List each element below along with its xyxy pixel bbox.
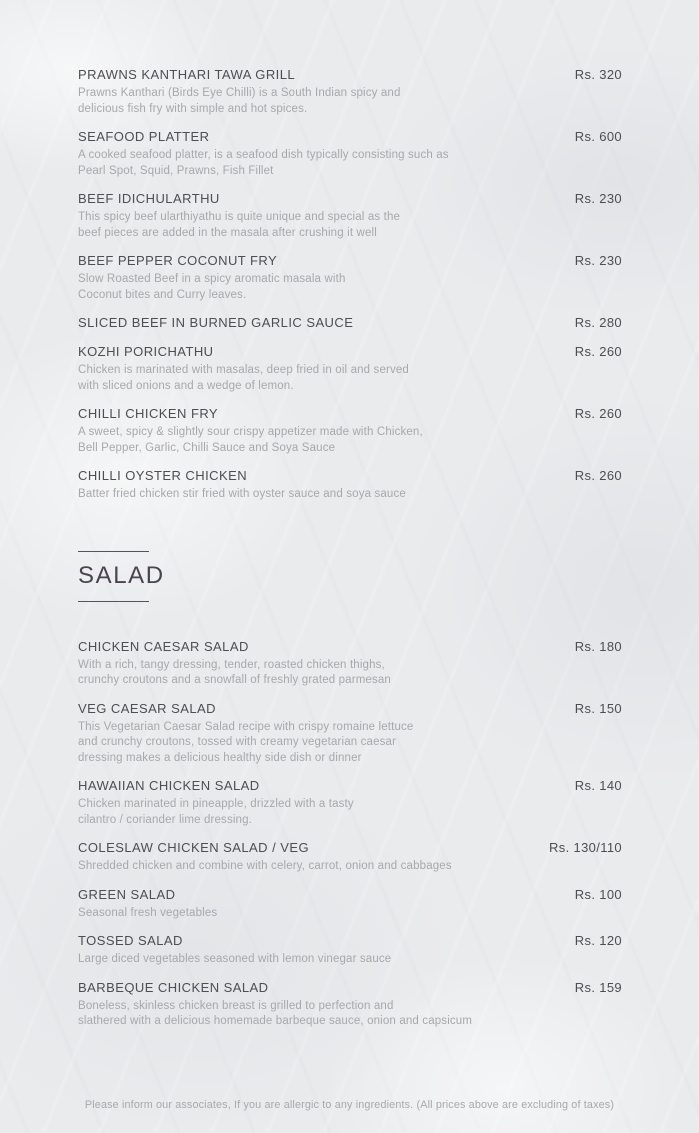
menu-item — [78, 886, 622, 922]
menu-item — [78, 700, 622, 767]
item-name: TOSSED SALAD — [78, 933, 183, 948]
heading-rule-top — [78, 551, 149, 552]
section-heading — [78, 551, 622, 602]
item-head — [78, 700, 622, 718]
item-description-line: Slow Roasted Beef in a spicy aromatic masala with — [78, 273, 346, 285]
item-head — [78, 467, 622, 485]
item-price: Rs. 120 — [574, 933, 622, 948]
menu-item — [78, 638, 622, 689]
menu-item — [78, 467, 622, 503]
item-description-line: beef pieces are added in the masala after crushing it well — [78, 226, 377, 239]
item-description — [78, 425, 622, 456]
item-name: BARBEQUE CHICKEN SALAD — [78, 979, 269, 995]
item-price: Rs. 230 — [574, 191, 622, 206]
item-description-line: A cooked seafood platter, is a seafood dish typically consisting such as — [78, 149, 449, 161]
item-price: Rs. 230 — [574, 253, 622, 268]
menu-item — [78, 979, 622, 1030]
item-name: CHILLI CHICKEN FRY — [78, 406, 219, 421]
item-head — [78, 839, 622, 857]
item-description-line: delicious fish fry with simple and hot spices. — [78, 102, 308, 115]
item-description — [78, 487, 622, 503]
item-description-line: crunchy croutons and a snowfall of freshly grated parmesan — [78, 674, 391, 686]
item-description-line: Coconut bites and Curry leaves. — [78, 288, 247, 301]
item-price: Rs. 140 — [574, 778, 622, 793]
item-price: Rs. 320 — [574, 67, 622, 82]
item-description-line: Chicken is marinated with masalas, deep fried in oil and served — [78, 364, 409, 376]
item-description — [78, 797, 622, 828]
item-name: GREEN SALAD — [78, 886, 176, 902]
item-description-line: Bell Pepper, Garlic, Chilli Sauce and Soya Sauce — [78, 441, 336, 454]
item-head — [78, 190, 622, 208]
menu-item — [78, 66, 622, 117]
section-title: SALAD — [78, 561, 165, 589]
menu-item — [78, 190, 622, 241]
item-name: SEAFOOD PLATTER — [78, 129, 210, 144]
item-description-line: A sweet, spicy & slightly sour crispy appetizer made with Chicken, — [78, 426, 423, 438]
item-description-line: This Vegetarian Caesar Salad recipe with crispy romaine lettuce — [78, 720, 414, 733]
menu-section — [78, 66, 622, 503]
menu-content — [78, 66, 622, 1041]
menu-section — [78, 551, 622, 1030]
menu-item — [78, 932, 622, 968]
item-description-line: Seasonal fresh vegetables — [78, 906, 218, 919]
menu-item — [78, 839, 622, 875]
item-description — [78, 363, 622, 394]
item-description-line: With a rich, tangy dressing, tender, roasted chicken thighs, — [78, 658, 385, 671]
item-name: CHICKEN CAESAR SALAD — [78, 638, 249, 654]
item-name: BEEF PEPPER COCONUT FRY — [78, 253, 278, 268]
item-description — [78, 720, 622, 767]
heading-rule-bottom — [78, 601, 149, 602]
item-head — [78, 314, 622, 332]
item-description-line: Chicken marinated in pineapple, drizzled with a tasty — [78, 798, 354, 810]
item-description-line: slathered with a delicious homemade barbeque sauce, onion and capsicum — [78, 1015, 473, 1027]
item-price: Rs. 100 — [574, 886, 622, 902]
item-head — [78, 343, 622, 361]
item-name: BEEF IDICHULARTHU — [78, 191, 220, 206]
item-description — [78, 952, 622, 968]
item-description — [78, 272, 622, 303]
item-description-line: cilantro / coriander lime dressing. — [78, 813, 252, 826]
item-description — [78, 859, 622, 875]
item-price: Rs. 150 — [574, 700, 622, 716]
item-head — [78, 128, 622, 146]
item-name: VEG CAESAR SALAD — [78, 700, 216, 716]
item-price: Rs. 280 — [574, 315, 622, 330]
item-head — [78, 979, 622, 997]
item-description — [78, 658, 622, 689]
menu-item — [78, 252, 622, 303]
item-description-line: Pearl Spot, Squid, Prawns, Fish Fillet — [78, 164, 274, 177]
item-description-line: Large diced vegetables seasoned with lemon vinegar sauce — [78, 953, 392, 965]
item-head — [78, 66, 622, 84]
item-description-line: Batter fried chicken stir fried with oyster sauce and soya sauce — [78, 488, 406, 500]
item-head — [78, 405, 622, 423]
item-description — [78, 906, 622, 922]
item-description — [78, 999, 622, 1030]
item-price: Rs. 130/110 — [549, 840, 622, 855]
item-description-line: Prawns Kanthari (Birds Eye Chilli) is a South Indian spicy and — [78, 87, 401, 99]
item-price: Rs. 600 — [574, 129, 622, 144]
menu-item — [78, 777, 622, 828]
item-name: HAWAIIAN CHICKEN SALAD — [78, 778, 260, 793]
item-name: COLESLAW CHICKEN SALAD / VEG — [78, 840, 310, 855]
item-head — [78, 886, 622, 904]
menu-item — [78, 343, 622, 394]
item-price: Rs. 260 — [574, 468, 622, 483]
item-head — [78, 638, 622, 656]
item-name: KOZHI PORICHATHU — [78, 344, 214, 359]
item-description-line: Shredded chicken and combine with celery, carrot, onion and cabbages — [78, 860, 452, 872]
item-description-line: Boneless, skinless chicken breast is grilled to perfection and — [78, 999, 394, 1012]
item-description-line: and crunchy croutons, tossed with creamy vegetarian caesar — [78, 736, 397, 748]
item-description — [78, 86, 622, 117]
item-description-line: dressing makes a delicious healthy side dish or dinner — [78, 751, 362, 764]
item-name: SLICED BEEF IN BURNED GARLIC SAUCE — [78, 315, 354, 330]
item-name: PRAWNS KANTHARI TAWA GRILL — [78, 67, 296, 82]
menu-item — [78, 405, 622, 456]
item-price: Rs. 159 — [574, 979, 622, 995]
item-head — [78, 932, 622, 950]
item-price: Rs. 260 — [574, 344, 622, 359]
menu-item — [78, 314, 622, 332]
item-description — [78, 148, 622, 179]
menu-item — [78, 128, 622, 179]
item-price: Rs. 180 — [574, 638, 622, 654]
item-head — [78, 777, 622, 795]
item-price: Rs. 260 — [574, 406, 622, 421]
item-description-line: with sliced onions and a wedge of lemon. — [78, 379, 294, 392]
item-description — [78, 210, 622, 241]
allergy-notice: Please inform our associates, If you are allergic to any ingredients. (All prices above are excluding of taxes) — [84, 1099, 615, 1111]
item-description-line: This spicy beef ularthiyathu is quite unique and special as the — [78, 211, 401, 223]
item-name: CHILLI OYSTER CHICKEN — [78, 468, 248, 483]
item-head — [78, 252, 622, 270]
